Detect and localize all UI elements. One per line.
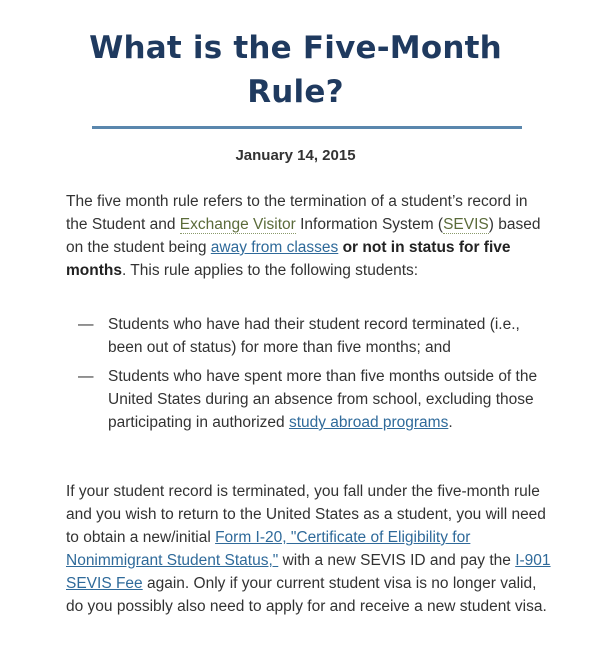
list-item-text-end: .: [448, 414, 453, 431]
i901-sevis-fee-link[interactable]: I-901 SEVIS Fee: [66, 552, 551, 592]
paragraph2-text-1: If your student record is terminated, you fall under the five-month rule and you wish to return to the United States as a student, you will need to obtain a new/initial: [66, 483, 546, 546]
study-abroad-programs-link[interactable]: study abroad programs: [288, 414, 449, 431]
terminated-record-paragraph: [66, 480, 552, 618]
intro-text-5: . This rule applies to the following students:: [121, 262, 419, 279]
list-item-text: Students who have spent more than five months outside of the United States during an absence from school, excluding those participating in authorized: [108, 368, 538, 431]
intro-text-2: Information System (: [295, 216, 444, 233]
title-divider: [92, 126, 522, 129]
glossary-term-exchange-visitor[interactable]: Exchange Visitor: [179, 216, 296, 233]
list-item: [66, 313, 552, 359]
page-title-line-1: What is the Five-Month: [89, 30, 502, 66]
page-title-line-2: Rule?: [247, 74, 344, 110]
affected-students-list: [66, 313, 552, 440]
list-item: [66, 365, 552, 434]
dash-bullet-icon: —: [78, 368, 94, 385]
intro-text-3: ) based on the student being: [66, 216, 541, 256]
publish-date: January 14, 2015: [235, 147, 356, 164]
intro-text-1: The five month rule refers to the termination of a student’s record in the Student and: [66, 193, 528, 233]
form-i20-link[interactable]: Form I-20, "Certificate of Eligibility for Nonimmigrant Student Status,": [66, 529, 471, 569]
paragraph2-text-3: again. Only if your current student visa is no longer valid, do you possibly also need to apply for and receive a new student visa.: [66, 575, 547, 615]
dash-bullet-icon: —: [78, 316, 94, 333]
intro-bold-text: or not in status for five months: [66, 239, 511, 279]
intro-paragraph: [66, 190, 552, 282]
away-from-classes-link[interactable]: away from classes: [210, 239, 339, 256]
paragraph2-text-2: with a new SEVIS ID and pay the: [278, 552, 516, 569]
list-item-text: Students who have had their student record terminated (i.e., been out of status) for more than five months; and: [108, 316, 520, 356]
page-title: [0, 0, 591, 114]
glossary-term-sevis[interactable]: SEVIS: [443, 216, 489, 233]
